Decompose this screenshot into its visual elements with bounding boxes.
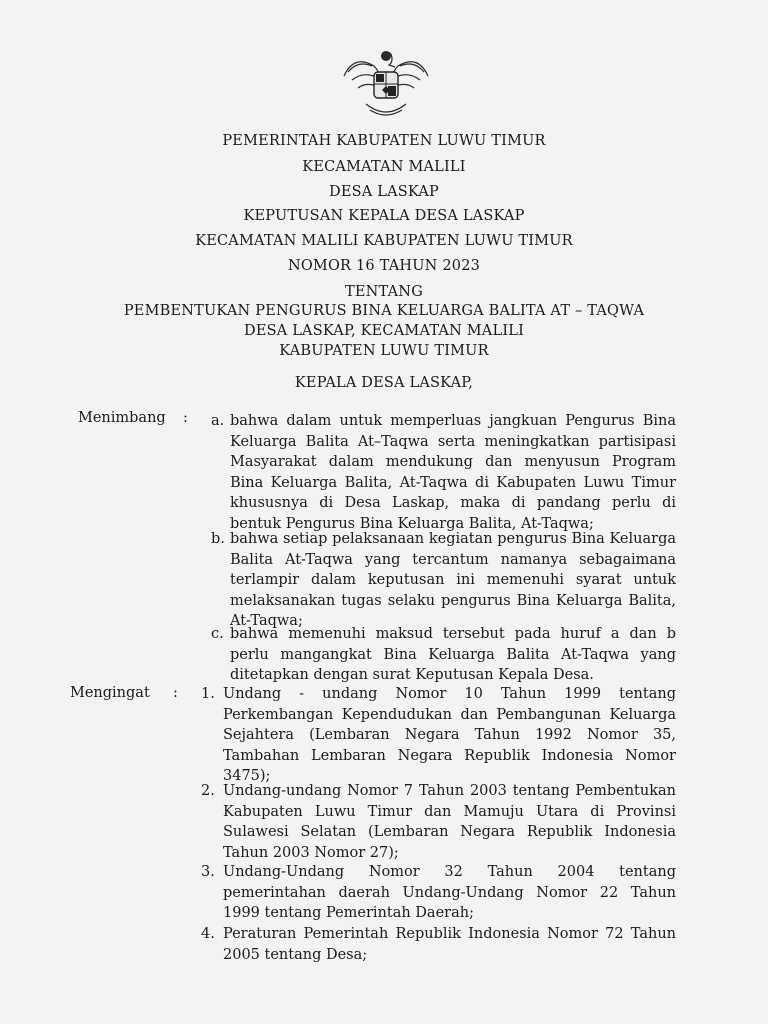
- mengingat-item-2: [201, 781, 676, 863]
- subject-line-1: PEMBENTUKAN PENGURUS BINA KELUARGA BALITA AT – TAQWA: [123, 303, 645, 319]
- item-text: Peraturan Pemerintah Republik Indonesia Nomor 72 Tahun 2005 tentang Desa;: [223, 926, 676, 963]
- subject-tentang: TENTANG: [345, 284, 423, 300]
- header-number: NOMOR 16 TAHUN 2023: [287, 258, 481, 274]
- item-marker: a.: [211, 413, 225, 429]
- subject-line-2: DESA LASKAP, KECAMATAN MALILI: [244, 323, 524, 339]
- header-decree-title: KEPUTUSAN KEPALA DESA LASKAP: [243, 208, 525, 224]
- header-village: DESA LASKAP: [329, 184, 439, 200]
- item-text: Undang-undang Nomor 7 Tahun 2003 tentang Pembentukan Kabupaten Luwu Timur dan Mamuju Utara di Provinsi Sulawesi Selatan (Lembaran Negara Republik Indonesia Tahun 2003 Nomor 27);: [223, 783, 676, 861]
- menimbang-item-b: [211, 529, 676, 632]
- mengingat-colon: :: [173, 685, 178, 701]
- item-text: Undang-Undang Nomor 32 Tahun 2004 tentang pemerintahan daerah Undang-Undang Nomor 22 Tahun 1999 tentang Pemerintah Daerah;: [223, 864, 676, 922]
- item-marker: 3.: [201, 864, 215, 880]
- menimbang-item-a: [211, 411, 676, 535]
- item-marker: 1.: [201, 686, 215, 702]
- subject-line-3: KABUPATEN LUWU TIMUR: [279, 343, 489, 359]
- menimbang-item-c: [211, 624, 676, 686]
- item-marker: 2.: [201, 783, 215, 799]
- menimbang-colon: :: [183, 410, 188, 426]
- header-government: PEMERINTAH KABUPATEN LUWU TIMUR: [222, 133, 546, 149]
- item-marker: b.: [211, 531, 225, 547]
- mengingat-item-3: [201, 862, 676, 924]
- item-text: Undang - undang Nomor 10 Tahun 1999 tentang Perkembangan Kependudukan dan Pembangunan Keluarga Sejahtera (Lembaran Negara Tahun 1992 Nomor 35, Tambahan Lembaran Negara Republik Indonesia Nomor 3475);: [223, 686, 676, 785]
- menimbang-label: Menimbang: [78, 410, 166, 426]
- mengingat-item-1: [201, 684, 676, 787]
- item-text: bahwa memenuhi maksud tersebut pada huruf a dan b perlu mangangkat Bina Keluarga Balita At-Taqwa yang ditetapkan dengan surat Keputusan Kepala Desa.: [230, 626, 676, 684]
- header-region: KECAMATAN MALILI KABUPATEN LUWU TIMUR: [195, 233, 573, 249]
- item-marker: 4.: [201, 926, 215, 942]
- header-district: KECAMATAN MALILI: [302, 159, 466, 175]
- issuer-title: KEPALA DESA LASKAP,: [294, 375, 474, 391]
- item-text: bahwa setiap pelaksanaan kegiatan pengurus Bina Keluarga Balita At-Taqwa yang tercantum namanya sebagaimana terlampir dalam keputusan ini memenuhi syarat untuk melaksanakan tugas selaku pengurus Bina Keluarga Balita, At-Taqwa;: [230, 531, 676, 630]
- mengingat-item-4: [201, 924, 676, 965]
- item-marker: c.: [211, 626, 224, 642]
- item-text: bahwa dalam untuk memperluas jangkuan Pengurus Bina Keluarga Balita At–Taqwa serta meningkatkan partisipasi Masyarakat dalam mendukung dan menyusun Program Bina Keluarga Balita, At-Taqwa di Kabupaten Luwu Timur khususnya di Desa Laskap, maka di pandang perlu di bentuk Pengurus Bina Keluarga Balita, At-Taqwa;: [230, 413, 676, 532]
- garuda-emblem-icon: [336, 46, 436, 122]
- mengingat-label: Mengingat: [70, 685, 150, 701]
